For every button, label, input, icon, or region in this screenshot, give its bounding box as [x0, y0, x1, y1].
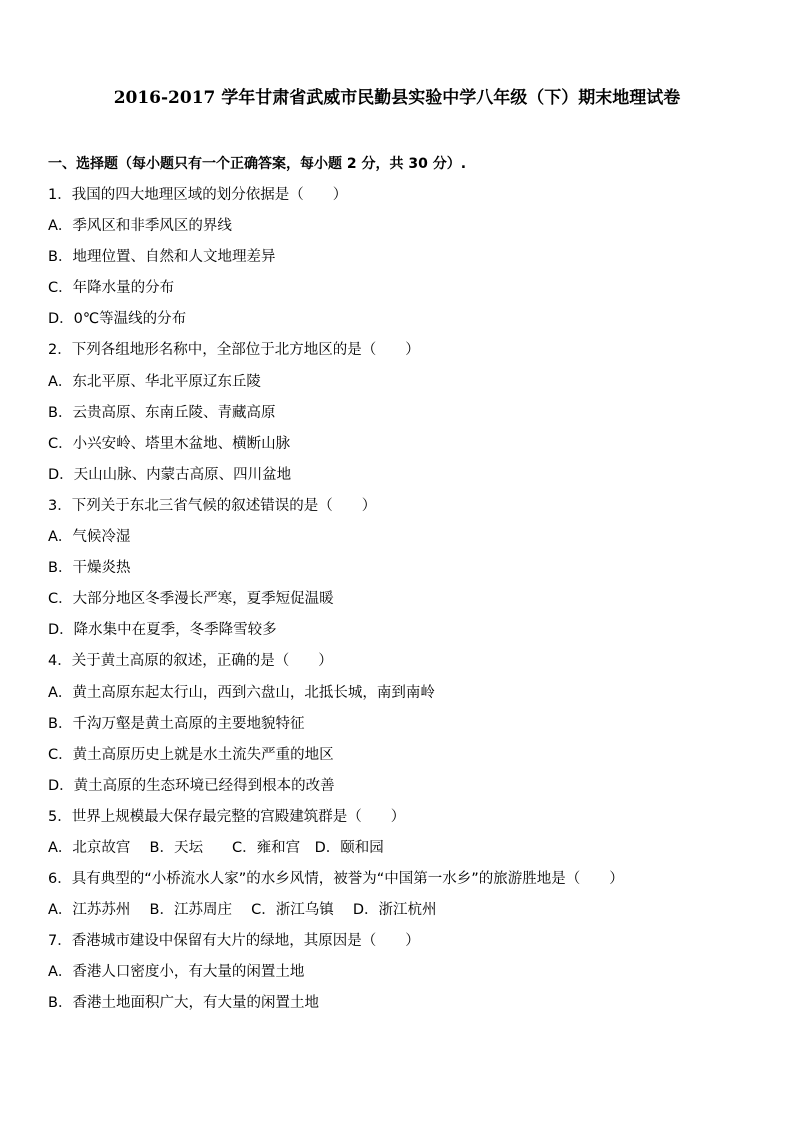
answer-option: A．东北平原、华北平原辽东丘陵 — [48, 373, 261, 390]
question-stem: 5．世界上规模最大保存最完整的宫殿建筑群是（ ） — [48, 808, 406, 825]
question-stem: 6．具有典型的“小桥流水人家”的水乡风情，被誉为“中国第一水乡”的旅游胜地是（ ） — [48, 871, 624, 888]
answer-option: D．天山山脉、内蒙古高原、四川盆地 — [48, 466, 292, 483]
question-stem: 3．下列关于东北三省气候的叙述错误的是（ ） — [48, 497, 377, 514]
answer-option: A．季风区和非季风区的界线 — [48, 218, 232, 235]
answer-option: C．年降水量的分布 — [48, 280, 175, 297]
answer-option: B．干燥炎热 — [48, 560, 131, 577]
question-stem: 7．香港城市建设中保留有大片的绿地，其原因是（ ） — [48, 933, 420, 950]
section-heading: 一、选择题（每小题只有一个正确答案，每小题 2 分，共 30 分）. — [48, 156, 467, 172]
answer-option: B．千沟万壑是黄土高原的主要地貌特征 — [48, 715, 305, 732]
answer-option: A．北京故宫 B．天坛 C．雍和宫 D．颐和园 — [48, 839, 384, 856]
answer-option: D．降水集中在夏季，冬季降雪较多 — [48, 622, 277, 639]
answer-option: C．小兴安岭、塔里木盆地、横断山脉 — [48, 435, 291, 452]
question-stem: 1．我国的四大地理区域的划分依据是（ ） — [48, 187, 348, 203]
question-stem: 4．关于黄土高原的叙述，正确的是（ ） — [48, 653, 333, 670]
question-stem: 2．下列各组地形名称中，全部位于北方地区的是（ ） — [48, 342, 420, 359]
answer-option: C．大部分地区冬季漫长严寒，夏季短促温暖 — [48, 591, 334, 608]
answer-option: A．江苏苏州 B．江苏周庄 C．浙江乌镇 D．浙江杭州 — [48, 902, 437, 919]
answer-option: D．0℃等温线的分布 — [48, 311, 187, 328]
answer-option: D．黄土高原的生态环境已经得到根本的改善 — [48, 777, 335, 794]
answer-option: A．黄土高原东起太行山，西到六盘山，北抵长城，南到南岭 — [48, 684, 435, 701]
answer-option: A．香港人口密度小，有大量的闲置土地 — [48, 964, 305, 981]
question-list — [48, 184, 768, 1024]
answer-option: A．气候冷湿 — [48, 529, 131, 546]
answer-option: B．云贵高原、东南丘陵、青藏高原 — [48, 404, 276, 421]
answer-option: C．黄土高原历史上就是水土流失严重的地区 — [48, 746, 334, 763]
answer-option: B．地理位置、自然和人文地理差异 — [48, 249, 276, 266]
exam-title: 2016-2017 学年甘肃省武威市民勤县实验中学八年级（下）期末地理试卷 — [113, 88, 681, 108]
answer-option: B．香港土地面积广大，有大量的闲置土地 — [48, 995, 319, 1012]
